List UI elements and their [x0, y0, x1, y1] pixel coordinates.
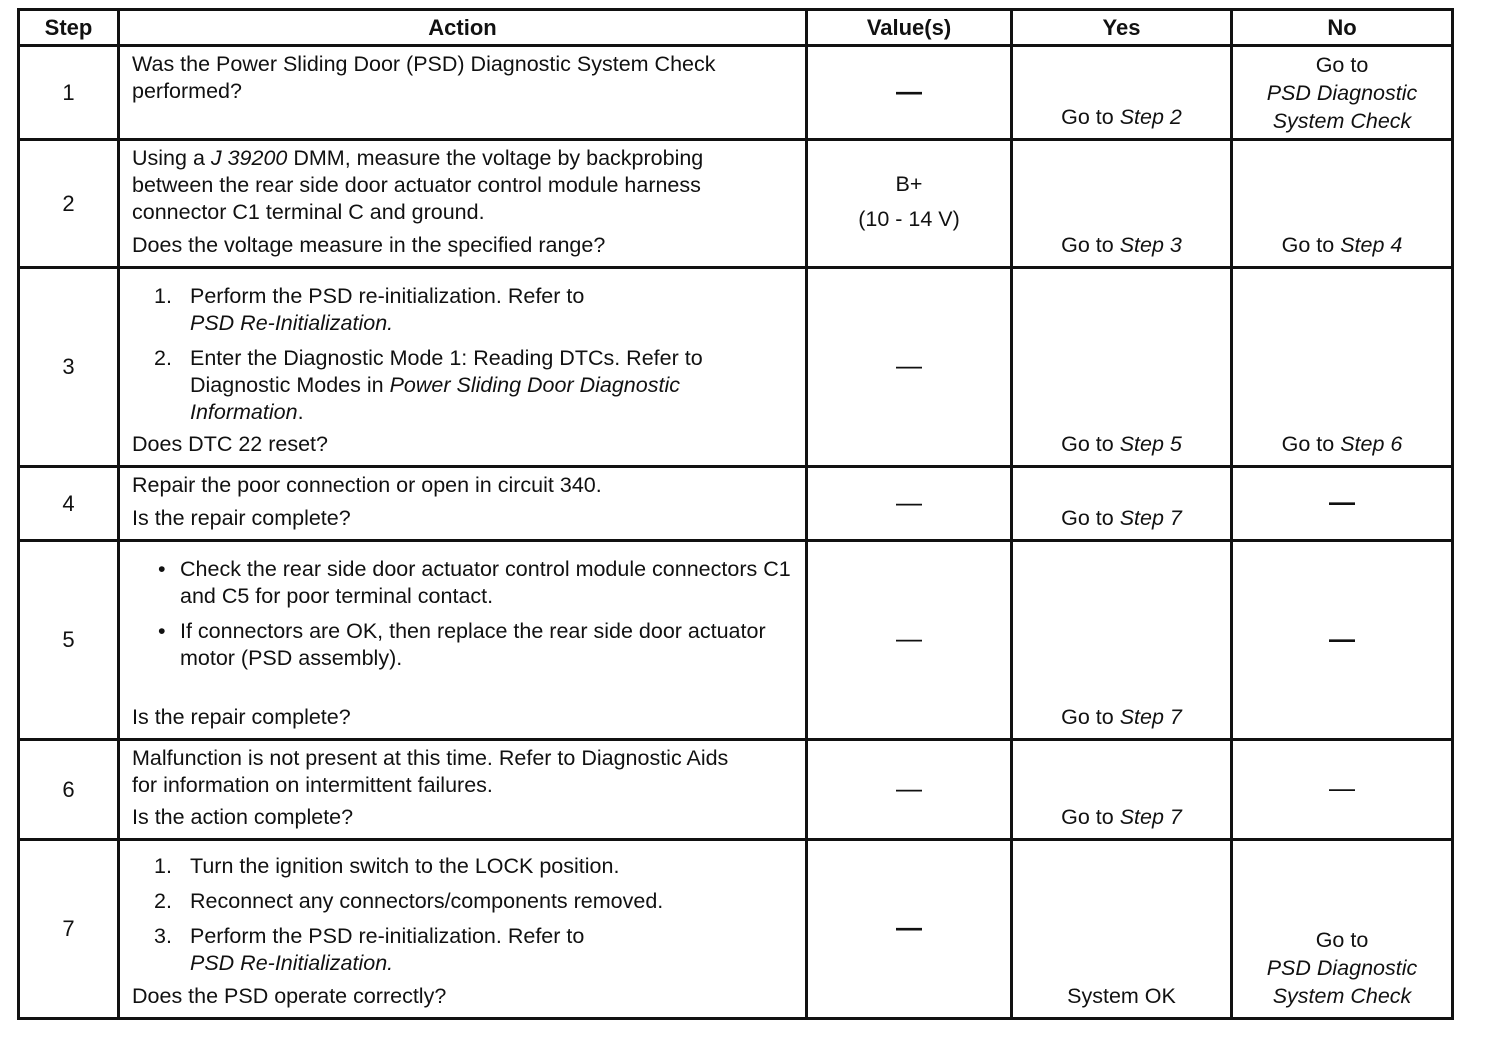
- action-list: [132, 283, 799, 426]
- yes-cell: [1012, 467, 1232, 541]
- table-row: [19, 840, 1453, 1019]
- action-list: [132, 556, 799, 672]
- action-text: Was the Power Sliding Door (PSD) Diagnostic System Check performed?: [132, 52, 716, 103]
- yes-prefix: Go to: [1061, 432, 1120, 456]
- table-row: [19, 140, 1453, 268]
- list-item: 2. Enter the Diagnostic Mode 1: Reading DTCs. Refer to Diagnostic Modes in Power Sliding Door Diagnostic Information.: [154, 346, 703, 424]
- value-cell: [807, 46, 1012, 140]
- list-item: • If connectors are OK, then replace the rear side door actuator motor (PSD assembly).: [158, 619, 766, 670]
- action-cell: [119, 467, 807, 541]
- step-number: 1: [19, 46, 119, 140]
- action-text: Using a J 39200 DMM, measure the voltage by backprobing between the rear side door actuator control module harness connector C1 terminal C and ground.: [132, 146, 704, 224]
- diagnostic-table: [17, 8, 1454, 1020]
- value-dash: —: [896, 912, 922, 942]
- no-dash: —: [1329, 623, 1355, 653]
- yes-link[interactable]: Step 3: [1119, 233, 1182, 257]
- step-number: 4: [19, 467, 119, 541]
- value-cell: [807, 740, 1012, 840]
- no-cell: [1232, 46, 1453, 140]
- value-dash: —: [896, 486, 922, 517]
- value-cell: [807, 268, 1012, 467]
- value-cell: [807, 840, 1012, 1019]
- no-cell: [1232, 467, 1453, 541]
- value-line-1: B+: [895, 172, 923, 196]
- no-prefix: Go to: [1281, 432, 1341, 456]
- question: Does the voltage measure in the specified range?: [132, 233, 606, 257]
- header-values: Value(s): [807, 10, 1012, 46]
- no-link[interactable]: PSD Diagnostic System Check: [1266, 81, 1418, 133]
- action-list: [132, 853, 799, 977]
- no-prefix: Go to: [1315, 53, 1369, 77]
- value-cell: [807, 541, 1012, 740]
- yes-prefix: Go to: [1061, 506, 1120, 530]
- header-action: Action: [119, 10, 807, 46]
- yes-link[interactable]: Step 7: [1119, 705, 1182, 729]
- no-prefix: Go to: [1315, 928, 1369, 952]
- no-dash: —: [1329, 486, 1355, 517]
- yes-prefix: Go to: [1061, 705, 1120, 729]
- question: Does the PSD operate correctly?: [132, 984, 447, 1008]
- yes-cell: [1012, 541, 1232, 740]
- no-link[interactable]: PSD Diagnostic System Check: [1266, 956, 1418, 1008]
- no-cell: [1232, 740, 1453, 840]
- yes-result: System OK: [1067, 984, 1176, 1008]
- yes-cell: [1012, 46, 1232, 140]
- list-item: • Check the rear side door actuator control module connectors C1 and C5 for poor terminal contact.: [158, 557, 791, 608]
- action-cell: [119, 840, 807, 1019]
- step-number: 7: [19, 840, 119, 1019]
- table-row: [19, 541, 1453, 740]
- action-text: Malfunction is not present at this time. Refer to Diagnostic Aids for information on intermittent failures.: [132, 746, 729, 797]
- no-cell: [1232, 268, 1453, 467]
- question: Does DTC 22 reset?: [132, 432, 328, 456]
- value-dash: —: [896, 623, 922, 653]
- list-item: 1. Turn the ignition switch to the LOCK position.: [154, 854, 620, 878]
- action-text: Repair the poor connection or open in circuit 340.: [132, 473, 602, 497]
- yes-prefix: Go to: [1061, 805, 1120, 829]
- question: Is the repair complete?: [132, 506, 351, 530]
- value-dash: —: [896, 350, 922, 380]
- header-step: Step: [19, 10, 119, 46]
- yes-link[interactable]: Step 7: [1119, 805, 1182, 829]
- no-cell: [1232, 840, 1453, 1019]
- no-cell: [1232, 541, 1453, 740]
- step-number: 6: [19, 740, 119, 840]
- table-row: [19, 46, 1453, 140]
- question: Is the action complete?: [132, 805, 354, 829]
- yes-link[interactable]: Step 2: [1119, 105, 1182, 129]
- reference-link[interactable]: Power Sliding Door Diagnostic Information: [190, 373, 680, 424]
- tool-name: J 39200: [210, 146, 288, 170]
- no-prefix: Go to: [1281, 233, 1341, 257]
- yes-cell: [1012, 140, 1232, 268]
- action-cell: [119, 140, 807, 268]
- action-cell: [119, 541, 807, 740]
- list-item: 2. Reconnect any connectors/components removed.: [154, 889, 664, 913]
- list-item: 1. Perform the PSD re-initialization. Refer to PSD Re-Initialization.: [154, 284, 585, 335]
- question: Is the repair complete?: [132, 705, 351, 729]
- action-cell: [119, 268, 807, 467]
- step-number: 5: [19, 541, 119, 740]
- action-cell: [119, 740, 807, 840]
- value-dash: —: [896, 75, 922, 106]
- reference-link[interactable]: PSD Re-Initialization.: [190, 311, 394, 335]
- action-cell: [119, 46, 807, 140]
- no-link[interactable]: Step 6: [1340, 432, 1403, 456]
- reference-link[interactable]: PSD Re-Initialization.: [190, 951, 394, 975]
- yes-link[interactable]: Step 7: [1119, 506, 1182, 530]
- yes-cell: [1012, 840, 1232, 1019]
- no-cell: [1232, 140, 1453, 268]
- no-dash: —: [1329, 772, 1355, 803]
- no-link[interactable]: Step 4: [1340, 233, 1403, 257]
- value-line-2: (10 - 14 V): [858, 207, 960, 231]
- value-dash: —: [896, 772, 922, 803]
- table-row: [19, 467, 1453, 541]
- yes-prefix: Go to: [1061, 105, 1120, 129]
- list-item: 3. Perform the PSD re-initialization. Refer to PSD Re-Initialization.: [154, 924, 585, 975]
- yes-cell: [1012, 268, 1232, 467]
- step-number: 3: [19, 268, 119, 467]
- table-row: [19, 740, 1453, 840]
- table-row: [19, 268, 1453, 467]
- header-no: No: [1232, 10, 1453, 46]
- step-number: 2: [19, 140, 119, 268]
- yes-prefix: Go to: [1061, 233, 1120, 257]
- yes-link[interactable]: Step 5: [1119, 432, 1182, 456]
- value-cell: [807, 140, 1012, 268]
- header-row: [19, 10, 1453, 46]
- yes-cell: [1012, 740, 1232, 840]
- value-cell: [807, 467, 1012, 541]
- header-yes: Yes: [1012, 10, 1232, 46]
